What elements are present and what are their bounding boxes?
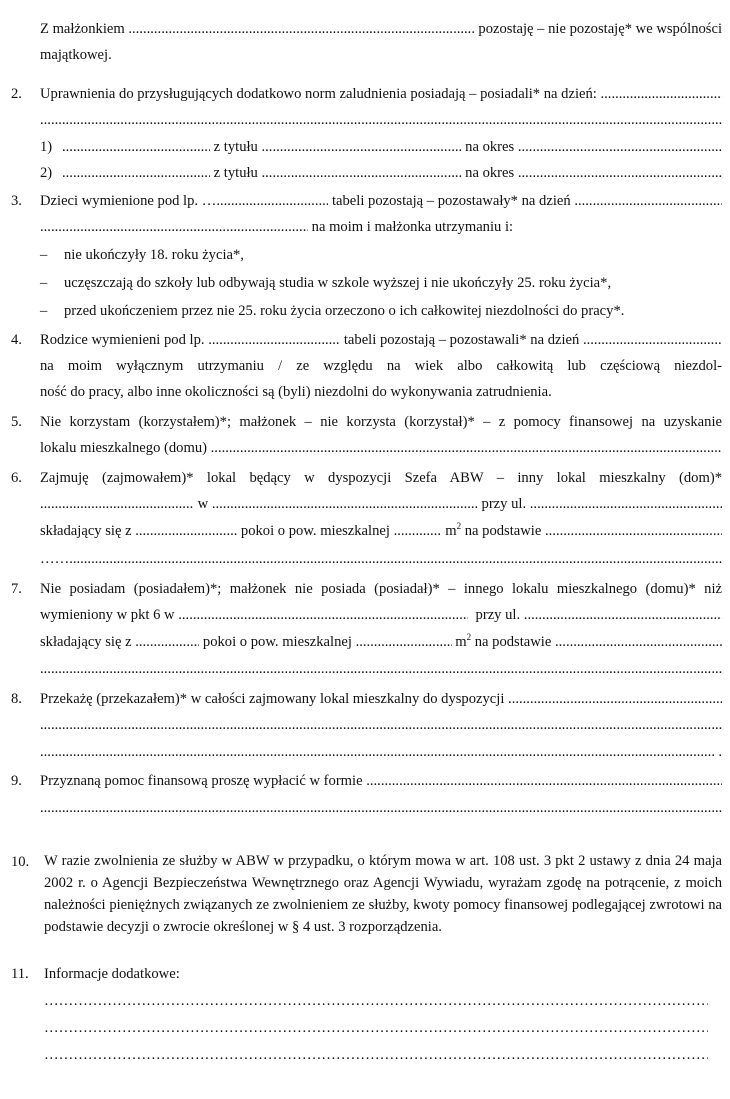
item-5-text: lokalu mieszkalnego (domu) — [40, 440, 207, 456]
item-5-line-2 — [40, 439, 722, 457]
item-8-line-2 — [40, 716, 722, 734]
item-9-line-2 — [40, 799, 722, 817]
item-number-4: 4. — [11, 332, 22, 348]
item-3-date-field[interactable] — [574, 192, 722, 210]
item-9-line-1 — [40, 772, 722, 790]
item-8-field-2[interactable] — [40, 716, 722, 734]
street-label: przy ul. — [475, 607, 521, 623]
sub-number: 2) — [40, 165, 53, 181]
period-label: na okres — [465, 139, 515, 155]
sub-number: 1) — [40, 139, 53, 155]
sub-1-period-field[interactable] — [518, 138, 722, 156]
item-4-date-field[interactable] — [583, 331, 722, 349]
item-8-field-1[interactable] — [508, 690, 722, 708]
item-11-line-2 — [44, 1019, 708, 1037]
item-3-bullet-2: uczęszczają do szkoły lub odbywają studia w szkole wyższej i nie ukończyły 25. roku życia*, — [64, 275, 612, 291]
item-3-lp-field[interactable] — [216, 192, 328, 210]
item-11-line-3 — [44, 1046, 708, 1064]
item-number-9: 9. — [11, 773, 22, 789]
item-7-line-1: Nie posiadam (posiadałem)*; małżonek nie posiada (posiadał)* – innego lokalu mieszkalnego (domu)* niż — [40, 581, 722, 597]
item-6-locality-field[interactable] — [40, 495, 194, 513]
item-6-area-field[interactable] — [394, 522, 442, 540]
in-label: w — [197, 496, 209, 512]
area-label: pokoi o pow. mieszkalnej — [202, 634, 352, 650]
item-11-field-3[interactable] — [44, 1046, 708, 1064]
item-number-3: 3. — [11, 193, 22, 209]
item-6-line-1: Zajmuję (zajmowałem)* lokal będący w dyspozycji Szefa ABW – inny lokal mieszkalny (dom)* — [40, 470, 722, 486]
item-2-text: Uprawnienia do przysługujących dodatkowo norm zaludnienia posiadają – posiadali* na dzień: — [40, 86, 597, 102]
basis-label: na podstawie — [464, 523, 542, 539]
item-number-6: 6. — [11, 470, 22, 486]
bullet-dash: – — [40, 303, 48, 319]
spouse-name-field[interactable] — [128, 20, 474, 38]
item-number-2: 2. — [11, 86, 22, 102]
item-10-text: W razie zwolnienia ze służby w ABW w przypadku, o którym mowa w art. 108 ust. 3 pkt 2 ustawy z dnia 24 maja 2002 r. o Agencji Bezpieczeństwa Wewnętrznego oraz Agencji Wywiadu, wyrażam zgodę na potrącenie, z moich należności pieniężnych związanych ze zwolnieniem ze służby, kwoty pomocy finansowej podlegającej zwrotowi na podstawie decyzji o zwrocie określonej w § 4 ust. 3 rozporządzenia. — [44, 853, 722, 935]
item-8-field-3[interactable] — [40, 743, 715, 761]
item-11-field-1[interactable] — [44, 992, 708, 1010]
community-text: pozostaję – nie pozostaję* we wspólności — [478, 21, 722, 37]
item-9-field-1[interactable] — [366, 772, 722, 790]
item-2-line-2 — [40, 111, 722, 129]
item-9-text: Przyznaną pomoc finansową proszę wypłacić w formie — [40, 773, 363, 789]
item-3-text-c: na moim i małżonka utrzymaniu i: — [311, 219, 514, 235]
item-7-area-field[interactable] — [356, 633, 452, 651]
item-2-continuation-field[interactable] — [40, 111, 722, 129]
item-5-field[interactable] — [211, 439, 722, 457]
consisting-label: składający się z — [40, 523, 132, 539]
period-label: na okres — [465, 165, 515, 181]
item-6-place-field[interactable] — [212, 495, 478, 513]
bullet-dash: – — [40, 275, 48, 291]
item-7-line-3 — [40, 633, 722, 651]
item-4-text-a: Rodzice wymienieni pod lp. — [40, 332, 205, 348]
item-7-rooms-field[interactable] — [135, 633, 199, 651]
sub-2-period-field[interactable] — [518, 164, 722, 182]
item-3-text-a: Dzieci wymienione pod lp. … — [40, 193, 217, 209]
item-11-label: Informacje dodatkowe: — [44, 966, 180, 982]
item-3-line-2 — [40, 218, 722, 236]
item-6-line-2 — [40, 495, 722, 513]
item-number-5: 5. — [11, 414, 22, 430]
item-4-line-1 — [40, 331, 722, 349]
sub-2-person-field[interactable] — [62, 164, 210, 182]
item-3-line-1 — [40, 192, 722, 210]
unit-m2: $m^2$ — [445, 521, 462, 539]
item-2-sub-2 — [40, 164, 722, 182]
item-3-text-b: tabeli pozostają – pozostawały* na dzień — [331, 193, 571, 209]
item-8-text: Przekażę (przekazałem)* w całości zajmowany lokal mieszkalny do dyspozycji — [40, 691, 505, 707]
item-4-line-3: ność do pracy, albo inne okoliczności są (byli) niezdolni do wykonywania zatrudnienia. — [40, 384, 552, 400]
item-4-line-2: na moim wyłącznym utrzymaniu / ze względu na wiek albo całkowitą lub częściową niezdol- — [40, 358, 722, 374]
item-9-field-2[interactable] — [40, 799, 722, 817]
basis-label: na podstawie — [474, 634, 552, 650]
street-label: przy ul. — [481, 496, 527, 512]
item-11-line-1 — [44, 992, 708, 1010]
item-4-text-b: tabeli pozostają – pozostawali* na dzień — [343, 332, 580, 348]
item-number-11: 11. — [11, 966, 29, 982]
sub-1-title-field[interactable] — [262, 138, 462, 156]
item-6-basis-field[interactable] — [545, 522, 722, 540]
sub-2-title-field[interactable] — [262, 164, 462, 182]
area-label: pokoi o pow. mieszkalnej — [240, 523, 390, 539]
item-number-10: 10. — [11, 854, 30, 870]
item-7-basis-field[interactable] — [555, 633, 722, 651]
spouse-label: Z małżonkiem — [40, 21, 125, 37]
item-7-basis-field-2[interactable] — [40, 660, 722, 678]
item-8-line-3 — [40, 743, 722, 761]
item-4-lp-field[interactable] — [208, 331, 340, 349]
item-3-date-field-2[interactable] — [40, 218, 308, 236]
item-6-rooms-field[interactable] — [135, 522, 237, 540]
item-2-line-1 — [40, 85, 722, 103]
ellipsis: …… — [40, 551, 70, 567]
item-number-8: 8. — [11, 691, 22, 707]
item-6-street-field[interactable] — [530, 495, 722, 513]
period-mark: . — [718, 744, 722, 760]
item-6-line-4 — [40, 550, 722, 568]
item-6-basis-field-2[interactable] — [69, 550, 722, 568]
item-7-line-2 — [40, 606, 722, 624]
item-7-place-field[interactable] — [178, 606, 468, 624]
item-6-line-3 — [40, 522, 722, 540]
item-7-text: wymieniony w pkt 6 w — [40, 607, 175, 623]
item-2-date-field[interactable] — [601, 85, 723, 103]
item-7-line-4 — [40, 660, 722, 678]
item-3-bullet-3: przed ukończeniem przez nie 25. roku życia orzeczono o ich całkowitej niezdolności do pracy*. — [64, 303, 625, 319]
bullet-dash: – — [40, 247, 48, 263]
title-label: z tytułu — [213, 139, 258, 155]
item-7-street-field[interactable] — [524, 606, 722, 624]
item-5-line-1: Nie korzystam (korzystałem)*; małżonek – nie korzysta (korzystał)* – z pomocy finansowej na uzyskanie — [40, 414, 722, 430]
item-3-bullet-1: nie ukończyły 18. roku życia*, — [64, 247, 244, 263]
item-number-7: 7. — [11, 581, 22, 597]
sub-1-person-field[interactable] — [62, 138, 210, 156]
item-8-line-1 — [40, 690, 722, 708]
title-label: z tytułu — [213, 165, 258, 181]
unit-m2: $m^2$ — [455, 632, 472, 650]
consisting-label: składający się z — [40, 634, 132, 650]
item-2-sub-1 — [40, 138, 722, 156]
spouse-line-end: majątkowej. — [40, 47, 112, 63]
item-11-field-2[interactable] — [44, 1019, 708, 1037]
spouse-line — [40, 20, 722, 38]
